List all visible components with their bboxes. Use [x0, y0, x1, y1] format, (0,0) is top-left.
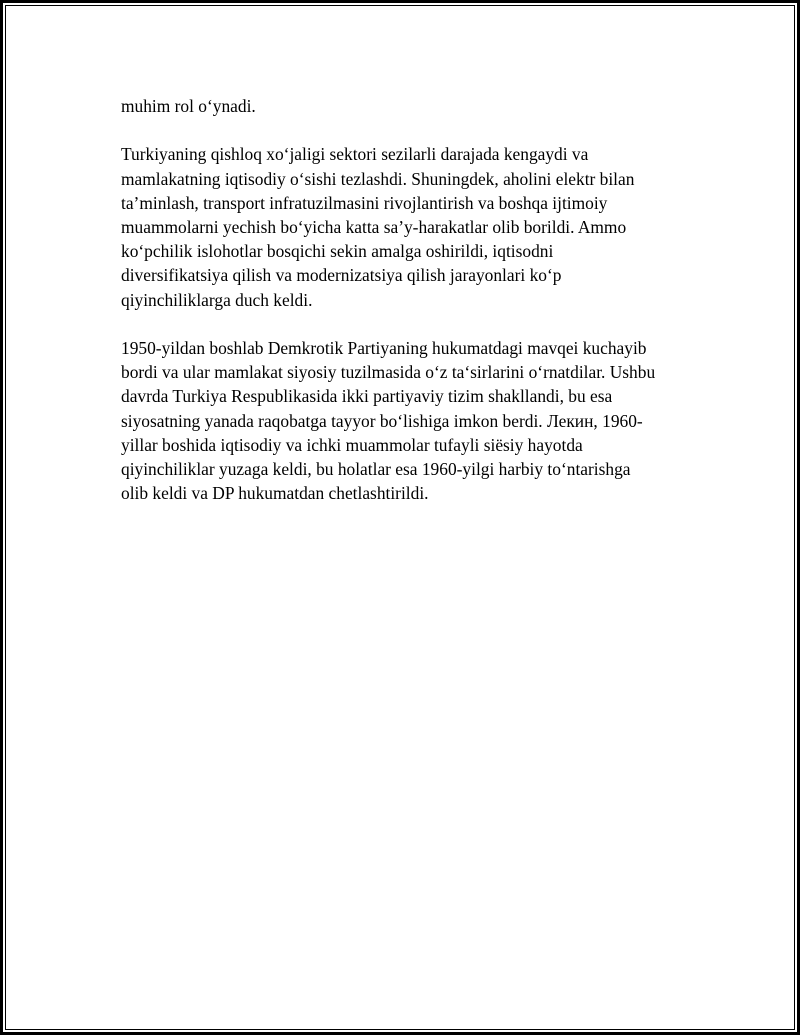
paragraph-1	[121, 94, 701, 118]
text-line: muhim rol o‘ynadi.	[121, 96, 256, 116]
text-line: yillar boshida iqtisodiy va ichki muammolar tufayli siësiy hayotda	[121, 434, 583, 455]
text-line: muammolarni yechish bo‘yicha katta sa’y-harakatlar olib borildi. Ammo	[121, 217, 627, 237]
text-line: ko‘pchilik islohotlar bosqichi sekin amalga oshirildi, iqtisodni	[121, 241, 554, 262]
text-line: qiyinchiliklar yuzaga keldi, bu holatlar esa 1960-yilgi harbiy to‘ntarishga	[121, 459, 631, 480]
document-body	[121, 94, 701, 505]
text-line: diversifikatsiya qilish va modernizatsiya qilish jarayonlari ko‘p	[121, 265, 562, 286]
text-line: davrda Turkiya Respublikasida ikki partiyaviy tizim shakllandi, bu esa	[121, 386, 613, 407]
text-line: Turkiyaning qishloq xo‘jaligi sektori sezilarli darajada kengaydi va	[121, 144, 589, 165]
text-line: mamlakatning iqtisodiy o‘sishi tezlashdi. Shuningdek, aholini elektr bilan	[121, 168, 635, 189]
text-line: qiyinchiliklarga duch keldi.	[121, 289, 313, 310]
text-line: ta’minlash, transport infratuzilmasini rivojlantirish va boshqa ijtimoiy	[121, 192, 608, 213]
paragraph-3	[121, 336, 701, 505]
text-line: 1950-yildan boshlab Demkrotik Partiyaning hukumatdagi mavqei kuchayib	[121, 338, 647, 358]
text-line: siyosatning yanada raqobatga tayyor bo‘lishiga imkon berdi. Лекин, 1960-	[121, 410, 643, 431]
paragraph-2	[121, 142, 701, 311]
text-line: bordi va ular mamlakat siyosiy tuzilmasida o‘z ta‘sirlarini o‘rnatdilar. Ushbu	[121, 362, 656, 383]
text-line: olib keldi va DP hukumatdan chetlashtirildi.	[121, 483, 429, 504]
